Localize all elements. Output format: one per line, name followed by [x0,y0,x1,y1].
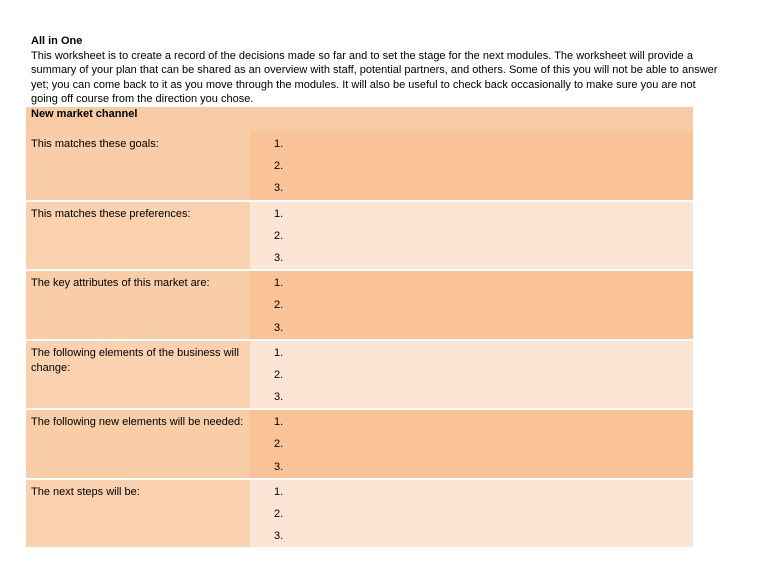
row-items[interactable] [250,271,693,339]
list-item: 1. [274,485,284,498]
list-item: 2. [274,299,284,312]
worksheet-table [26,107,693,547]
intro-block [31,34,721,107]
list-item: 2. [274,438,284,451]
row-items[interactable] [250,341,693,409]
row-label: The following elements of the business will change: [26,341,250,409]
list-item: 1. [274,416,284,429]
worksheet-title: All in One [31,35,83,47]
list-item: 2. [274,508,284,520]
list-item: 2. [274,160,284,173]
list-item: 3. [274,530,284,543]
list-item: 3. [274,460,284,473]
row-label: This matches these preferences: [26,202,250,270]
table-row [26,480,693,548]
list-item: 1. [274,277,284,290]
list-item: 1. [274,138,284,150]
row-items[interactable] [250,410,693,478]
row-label: The next steps will be: [26,480,250,548]
row-items[interactable] [250,480,693,548]
row-label: This matches these goals: [26,132,250,200]
list-item: 1. [274,346,284,359]
list-item: 3. [274,251,284,264]
table-header-row [26,107,693,132]
list-item: 3. [274,182,284,195]
row-items[interactable] [250,202,693,270]
table-row [26,132,693,200]
row-label: The key attributes of this market are: [26,271,250,339]
row-items[interactable] [250,132,693,200]
list-item: 2. [274,229,284,242]
table-row [26,202,693,270]
table-row [26,271,693,339]
table-header: New market channel [26,107,693,132]
table-row [26,410,693,478]
row-label: The following new elements will be needed: [26,410,250,478]
list-item: 1. [274,207,284,220]
worksheet-description: This worksheet is to create a record of the decisions made so far and to set the stage for the next modules. The worksheet will provide a summary of your plan that can be shared as an overview with staff, potential partners, and others. Some of this you will not be able to answer yet; you can come back to it as you move through the modules. It will also be useful to check back occasionally to make sure you are not going off course from the direction you chose. [31,49,718,105]
table-row [26,341,693,409]
list-item: 3. [274,321,284,334]
list-item: 2. [274,368,284,381]
list-item: 3. [274,391,284,404]
